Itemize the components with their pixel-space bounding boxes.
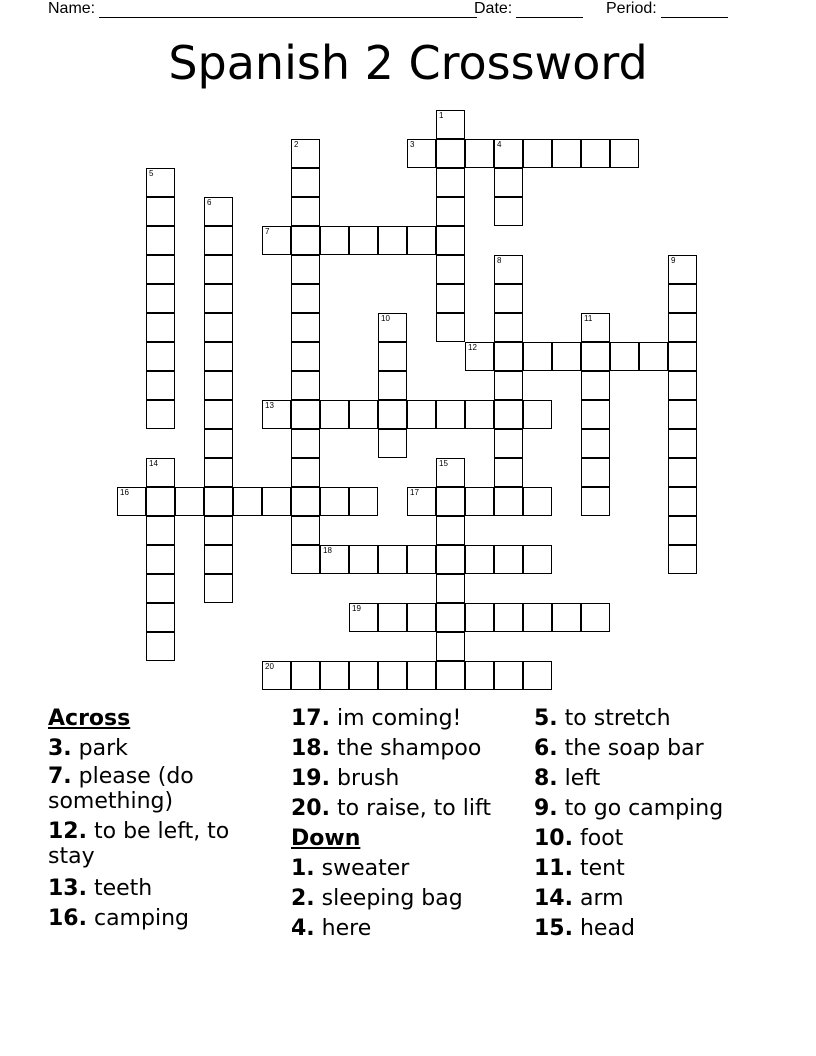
crossword-cell[interactable] (436, 168, 465, 197)
clue-down-8: 8. left (534, 766, 601, 791)
crossword-cell[interactable] (668, 313, 697, 342)
crossword-cell[interactable] (465, 603, 494, 632)
crossword-cell[interactable] (581, 371, 610, 400)
crossword-cell[interactable] (175, 487, 204, 516)
cell-number: 14 (149, 459, 158, 468)
crossword-cell[interactable] (320, 226, 349, 255)
clue-across-17: 17. im coming! (291, 706, 462, 731)
crossword-cell[interactable] (291, 371, 320, 400)
down-heading: Down (291, 826, 361, 851)
crossword-cell[interactable] (668, 516, 697, 545)
crossword-cell[interactable] (146, 342, 175, 371)
crossword-cell[interactable] (204, 226, 233, 255)
period-label: Period: (606, 0, 657, 17)
date-label: Date: (474, 0, 513, 17)
crossword-cell[interactable] (436, 487, 465, 516)
crossword-cell[interactable] (552, 139, 581, 168)
crossword-cell[interactable] (204, 458, 233, 487)
crossword-cell[interactable] (320, 487, 349, 516)
crossword-cell[interactable] (436, 255, 465, 284)
clue-across-19: 19. brush (291, 766, 400, 791)
clue-down-15: 15. head (534, 916, 635, 941)
crossword-cell[interactable] (494, 197, 523, 226)
crossword-cell[interactable] (204, 574, 233, 603)
crossword-cell[interactable] (291, 516, 320, 545)
cell-number: 15 (439, 459, 448, 468)
crossword-cell[interactable] (291, 139, 320, 168)
crossword-cell[interactable] (668, 371, 697, 400)
cell-number: 5 (149, 169, 154, 178)
crossword-cell[interactable] (146, 226, 175, 255)
crossword-cell[interactable] (668, 545, 697, 574)
crossword-cell[interactable] (465, 400, 494, 429)
crossword-cell[interactable] (291, 226, 320, 255)
clue-across-3: 3. park (48, 736, 128, 761)
crossword-cell[interactable] (349, 487, 378, 516)
crossword-cell[interactable] (668, 487, 697, 516)
crossword-cell[interactable] (407, 400, 436, 429)
crossword-cell[interactable] (581, 458, 610, 487)
clue-down-11: 11. tent (534, 856, 625, 881)
crossword-cell[interactable] (291, 429, 320, 458)
clue-across-13: 13. teeth (48, 876, 153, 901)
page-title: Spanish 2 Crossword (168, 36, 648, 90)
crossword-cell[interactable] (436, 226, 465, 255)
crossword-cell[interactable] (146, 516, 175, 545)
cell-number: 3 (410, 140, 415, 149)
crossword-cell[interactable] (291, 661, 320, 690)
crossword-cell[interactable] (320, 400, 349, 429)
crossword-cell[interactable] (146, 458, 175, 487)
crossword-cell[interactable] (320, 661, 349, 690)
cell-number: 20 (265, 662, 274, 671)
crossword-cell[interactable] (436, 313, 465, 342)
clue-across-20: 20. to raise, to lift (291, 796, 491, 821)
clue-down-4: 4. here (291, 916, 372, 941)
crossword-cell[interactable] (668, 458, 697, 487)
clue-down-5: 5. to stretch (534, 706, 671, 731)
crossword-cell[interactable] (436, 284, 465, 313)
crossword-cell[interactable] (407, 139, 436, 168)
clue-down-10: 10. foot (534, 826, 624, 851)
crossword-cell[interactable] (378, 313, 407, 342)
crossword-cell[interactable] (349, 545, 378, 574)
crossword-cell[interactable] (146, 545, 175, 574)
crossword-cell[interactable] (378, 429, 407, 458)
crossword-cell[interactable] (668, 284, 697, 313)
clue-down-2: 2. sleeping bag (291, 886, 463, 911)
clue-across-7: 7. please (do something) (48, 764, 194, 814)
crossword-cell[interactable] (262, 487, 291, 516)
cell-number: 17 (410, 488, 419, 497)
crossword-cell[interactable] (204, 545, 233, 574)
crossword-cell[interactable] (436, 574, 465, 603)
cell-number: 4 (497, 140, 502, 149)
clue-down-9: 9. to go camping (534, 796, 724, 821)
cell-number: 12 (468, 343, 477, 352)
cell-number: 1 (439, 111, 444, 120)
crossword-cell[interactable] (552, 342, 581, 371)
crossword-cell[interactable] (494, 603, 523, 632)
crossword-cell[interactable] (204, 516, 233, 545)
crossword-cell[interactable] (262, 226, 291, 255)
crossword-cell[interactable] (349, 226, 378, 255)
crossword-cell[interactable] (146, 487, 175, 516)
cell-number: 7 (265, 227, 270, 236)
crossword-cell[interactable] (291, 284, 320, 313)
crossword-cell[interactable] (523, 661, 552, 690)
crossword-cell[interactable] (436, 110, 465, 139)
clue-down-1: 1. sweater (291, 856, 410, 881)
crossword-cell[interactable] (668, 342, 697, 371)
crossword-cell[interactable] (378, 661, 407, 690)
crossword-cell[interactable] (523, 603, 552, 632)
crossword-cell[interactable] (291, 545, 320, 574)
clue-down-14: 14. arm (534, 886, 624, 911)
cell-number: 6 (207, 198, 212, 207)
clue-across-16: 16. camping (48, 906, 189, 931)
clue-down-6: 6. the soap bar (534, 736, 704, 761)
crossword-cell[interactable] (494, 139, 523, 168)
crossword-cell[interactable] (523, 400, 552, 429)
crossword-cell[interactable] (291, 313, 320, 342)
cell-number: 8 (497, 256, 502, 265)
crossword-cell[interactable] (465, 661, 494, 690)
crossword-cell[interactable] (407, 603, 436, 632)
crossword-cell[interactable] (291, 197, 320, 226)
crossword-cell[interactable] (291, 458, 320, 487)
crossword-cell[interactable] (378, 342, 407, 371)
crossword-cell[interactable] (494, 371, 523, 400)
crossword-cell[interactable] (494, 487, 523, 516)
crossword-cell[interactable] (204, 429, 233, 458)
clues-col-2 (291, 704, 521, 944)
crossword-cell[interactable] (436, 603, 465, 632)
crossword-cell[interactable] (610, 342, 639, 371)
crossword-cell[interactable] (204, 342, 233, 371)
crossword-cell[interactable] (146, 371, 175, 400)
crossword-cell[interactable] (204, 197, 233, 226)
crossword-cell[interactable] (494, 168, 523, 197)
crossword-cell[interactable] (262, 400, 291, 429)
crossword-cell[interactable] (494, 255, 523, 284)
crossword-cell[interactable] (407, 226, 436, 255)
crossword-cell[interactable] (146, 313, 175, 342)
crossword-cell[interactable] (436, 197, 465, 226)
crossword-cell[interactable] (436, 400, 465, 429)
crossword-cell[interactable] (349, 661, 378, 690)
crossword-cell[interactable] (436, 661, 465, 690)
crossword-cell[interactable] (407, 661, 436, 690)
crossword-cell[interactable] (146, 284, 175, 313)
crossword-cell[interactable] (117, 487, 146, 516)
crossword-cell[interactable] (146, 603, 175, 632)
crossword-cell[interactable] (291, 342, 320, 371)
crossword-cell[interactable] (494, 429, 523, 458)
crossword-cell[interactable] (204, 400, 233, 429)
crossword-cell[interactable] (523, 487, 552, 516)
crossword-cell[interactable] (378, 603, 407, 632)
crossword-cell[interactable] (378, 226, 407, 255)
crossword-cell[interactable] (581, 487, 610, 516)
crossword-cell[interactable] (146, 255, 175, 284)
crossword-cell[interactable] (494, 284, 523, 313)
crossword-cell[interactable] (349, 400, 378, 429)
crossword-cell[interactable] (407, 487, 436, 516)
crossword-cell[interactable] (523, 139, 552, 168)
crossword-cell[interactable] (494, 313, 523, 342)
crossword-cell[interactable] (291, 255, 320, 284)
crossword-cell[interactable] (204, 284, 233, 313)
crossword-cell[interactable] (204, 371, 233, 400)
crossword-cell[interactable] (581, 603, 610, 632)
crossword-cell[interactable] (494, 342, 523, 371)
cell-number: 9 (671, 256, 676, 265)
crossword-cell[interactable] (494, 458, 523, 487)
across-heading: Across (48, 706, 131, 731)
cell-number: 13 (265, 401, 274, 410)
crossword-cell[interactable] (146, 168, 175, 197)
crossword-cell[interactable] (146, 197, 175, 226)
cell-number: 2 (294, 140, 299, 149)
crossword-cell[interactable] (465, 487, 494, 516)
crossword-cell[interactable] (581, 400, 610, 429)
crossword-cell[interactable] (581, 342, 610, 371)
clues-col-3 (534, 704, 764, 944)
cell-number: 18 (323, 546, 332, 555)
crossword-cell[interactable] (146, 632, 175, 661)
name-label: Name: (48, 0, 96, 17)
crossword-cell[interactable] (291, 400, 320, 429)
cell-number: 10 (381, 314, 390, 323)
crossword-cell[interactable] (320, 545, 349, 574)
crossword-cell[interactable] (581, 429, 610, 458)
crossword-cell[interactable] (436, 516, 465, 545)
clues-col-1 (48, 704, 278, 934)
crossword-cell[interactable] (378, 371, 407, 400)
crossword-cell[interactable] (204, 255, 233, 284)
crossword-cell[interactable] (436, 139, 465, 168)
crossword-cell[interactable] (668, 255, 697, 284)
cell-number: 11 (584, 314, 593, 323)
clue-across-12: 12. to be left, to stay (48, 819, 230, 869)
crossword-cell[interactable] (639, 342, 668, 371)
crossword-cell[interactable] (349, 603, 378, 632)
crossword-cell[interactable] (523, 545, 552, 574)
crossword-cell[interactable] (146, 400, 175, 429)
crossword-cell[interactable] (291, 487, 320, 516)
crossword-cell[interactable] (581, 139, 610, 168)
cell-number: 19 (352, 604, 361, 613)
crossword-cell[interactable] (581, 313, 610, 342)
crossword-cell[interactable] (291, 168, 320, 197)
crossword-cell[interactable] (436, 545, 465, 574)
crossword-cell[interactable] (494, 661, 523, 690)
crossword-cell[interactable] (204, 487, 233, 516)
crossword-cell[interactable] (610, 139, 639, 168)
crossword-cell[interactable] (233, 487, 262, 516)
crossword-cell[interactable] (552, 603, 581, 632)
crossword-cell[interactable] (494, 545, 523, 574)
crossword-cell[interactable] (204, 313, 233, 342)
clue-across-18: 18. the shampoo (291, 736, 482, 761)
crossword-cell[interactable] (436, 632, 465, 661)
crossword-cell[interactable] (436, 458, 465, 487)
crossword-cell[interactable] (407, 545, 436, 574)
crossword-cell[interactable] (465, 139, 494, 168)
cell-number: 16 (120, 488, 129, 497)
crossword-cell[interactable] (523, 342, 552, 371)
crossword-cell[interactable] (262, 661, 291, 690)
crossword-cell[interactable] (494, 400, 523, 429)
crossword-cell[interactable] (668, 429, 697, 458)
crossword-cell[interactable] (465, 342, 494, 371)
crossword-cell[interactable] (378, 545, 407, 574)
crossword-cell[interactable] (378, 400, 407, 429)
crossword-cell[interactable] (465, 545, 494, 574)
crossword-cell[interactable] (146, 574, 175, 603)
crossword-cell[interactable] (668, 400, 697, 429)
